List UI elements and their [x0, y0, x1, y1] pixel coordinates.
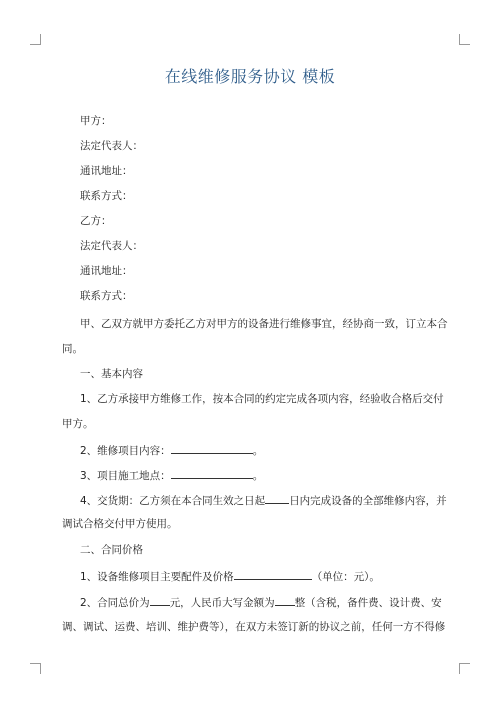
- s2-item1-blank-field[interactable]: [234, 568, 312, 580]
- section1-item1-continuation: 甲方。: [62, 418, 94, 430]
- intro-paragraph-continuation: 同。: [62, 343, 83, 355]
- section1-item2: [80, 442, 440, 458]
- item3-end: 。: [252, 470, 264, 482]
- s2-item2-part2: 元，人民币大写金额为: [169, 597, 275, 609]
- document-title: 在线维修服务协议 模板: [164, 67, 336, 86]
- s2-item1-label: 1、设备维修项目主要配件及价格: [80, 571, 234, 583]
- item2-blank-field[interactable]: [171, 442, 253, 454]
- item2-label: 2、维修项目内容：: [80, 445, 171, 457]
- party-a-address: 通讯地址：: [80, 165, 133, 177]
- party-b-legal-rep: 法定代表人：: [80, 240, 143, 252]
- page-corner-mark-top-right: [459, 34, 470, 45]
- party-a-contact: 联系方式：: [80, 190, 133, 202]
- section2-item2: [80, 594, 440, 610]
- section1-heading: 一、基本内容: [80, 368, 143, 380]
- section1-item4-continuation: 调试合格交付甲方使用。: [62, 518, 178, 530]
- page-corner-mark-bottom-left: [30, 663, 41, 674]
- s2-item2-part1: 2、合同总价为: [80, 597, 150, 609]
- party-a-legal-rep: 法定代表人：: [80, 140, 143, 152]
- section2-item1: [80, 568, 440, 584]
- item2-end: 。: [252, 445, 264, 457]
- page-corner-mark-top-left: [30, 34, 41, 45]
- party-b-contact: 联系方式：: [80, 290, 133, 302]
- item3-label: 3、项目施工地点：: [80, 470, 171, 482]
- s2-item1-end: （单位：元）。: [311, 571, 380, 583]
- party-b-address: 通讯地址：: [80, 265, 133, 277]
- item3-blank-field[interactable]: [171, 467, 253, 479]
- party-b-name: 乙方：: [80, 215, 112, 227]
- item4-part2: 日内完成设备的全部维修内容，并: [289, 495, 447, 507]
- s2-amount-words-blank-field[interactable]: [275, 594, 295, 606]
- section1-item3: [80, 467, 440, 483]
- intro-paragraph: 甲、乙双方就甲方委托乙方对甲方的设备进行维修事宜，经协商一致，订立本合: [80, 318, 448, 330]
- section1-item4: [80, 492, 447, 508]
- item4-part1: 4、交货期：乙方须在本合同生效之日起: [80, 495, 266, 507]
- section2-heading: 二、合同价格: [80, 544, 143, 556]
- section1-item1: 1、乙方承接甲方维修工作，按本合同的约定完成各项内容，经验收合格后交付: [80, 393, 444, 405]
- s2-item2-part3: 整（含税，备件费、设计费、安: [294, 597, 442, 609]
- s2-total-price-blank-field[interactable]: [150, 594, 170, 606]
- party-a-name: 甲方：: [80, 115, 112, 127]
- item4-days-blank-field[interactable]: [265, 492, 289, 504]
- section2-item2-continuation: 调、调试、运费、培训、维护费等），在双方未签订新的协议之前，任何一方不得修: [62, 621, 446, 633]
- page-corner-mark-bottom-right: [459, 663, 470, 674]
